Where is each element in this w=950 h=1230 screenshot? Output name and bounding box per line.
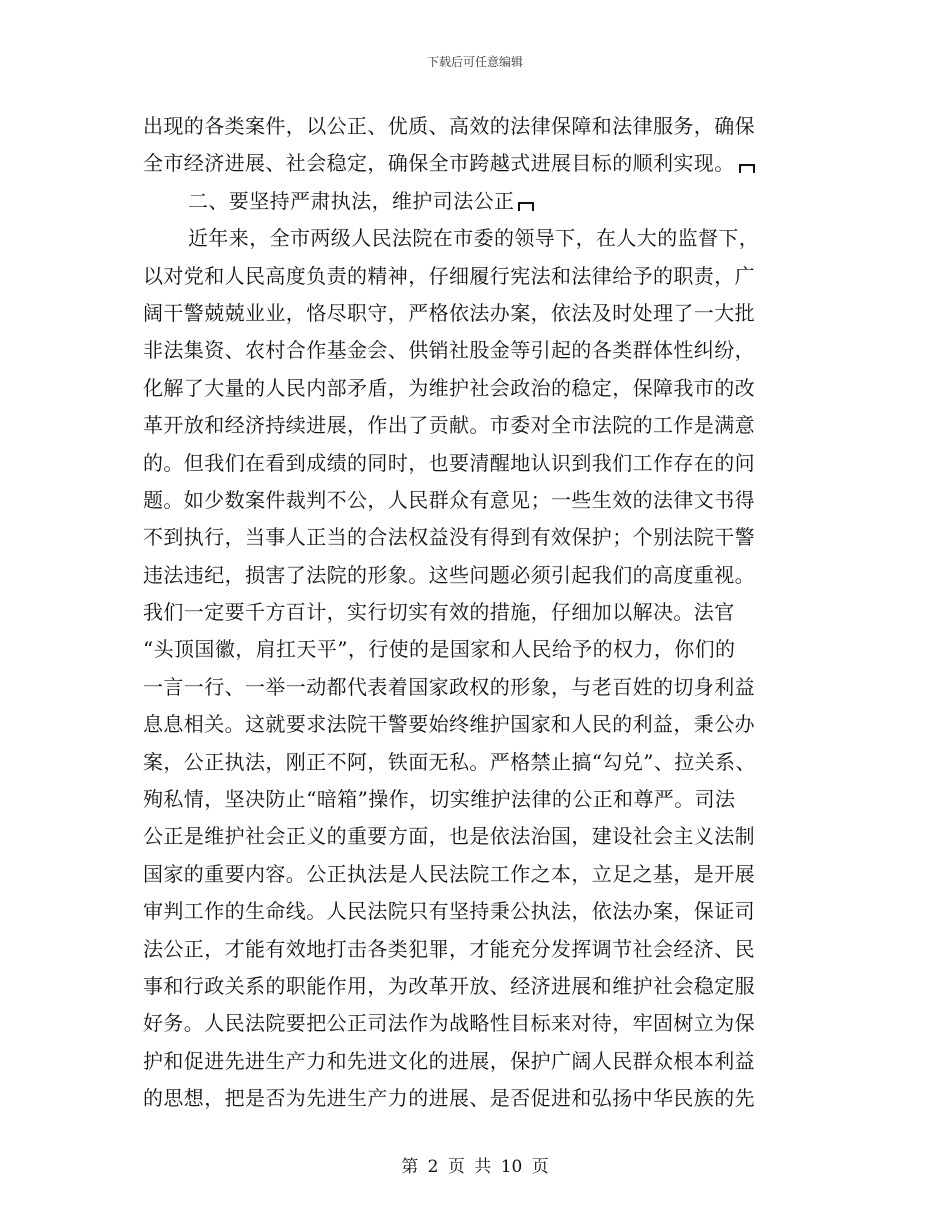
- text-line: 息息相关。这就要求法院干警要始终维护国家和人民的利益，秉公办: [143, 712, 755, 737]
- document-body: [143, 108, 807, 1118]
- text-line: 题。如少数案件裁判不公，人民群众有意见；一些生效的法律文书得: [143, 487, 755, 512]
- text-line: 阔干警兢兢业业，恪尽职守，严格依法办案，依法及时处理了一大批: [143, 300, 755, 325]
- section-heading-text: 二、要坚持严肃执法，维护司法公正: [188, 188, 515, 213]
- text-line: 我们一定要千方百计，实行切实有效的措施，仔细加以解决。法官: [143, 600, 735, 625]
- text-line: 国家的重要内容。公正执法是人民法院工作之本，立足之基，是开展: [143, 861, 755, 886]
- paragraph-mark-icon: [739, 164, 755, 173]
- text-line: 以对党和人民高度负责的精神，仔细履行宪法和法律给予的职责，广: [143, 263, 755, 288]
- text-line: 案，公正执法，刚正不阿，铁面无私。严格禁止搞“勾兑”、拉关系、: [143, 749, 756, 774]
- section-heading: [143, 183, 807, 220]
- paragraph-mark-icon: [518, 202, 534, 211]
- text-line: 非法集资、农村合作基金会、供销社股金等引起的各类群体性纠纷，: [143, 338, 755, 363]
- text-line: 一言一行、一举一动都代表着国家政权的形象，与老百姓的切身利益: [143, 674, 755, 699]
- text-line: “头顶国徽，肩扛天平”，行使的是国家和人民给予的权力，你们的: [143, 637, 736, 662]
- text-line: [143, 145, 807, 182]
- text-line: 审判工作的生命线。人民法院只有坚持秉公执法，依法办案，保证司: [143, 899, 755, 924]
- text-line: 护和促进先进生产力和先进文化的进展，保护广阔人民群众根本利益: [143, 1048, 755, 1073]
- text-line: 近年来，全市两级人民法院在市委的领导下，在人大的监督下，: [188, 226, 760, 251]
- page-header: 下载后可任意编辑: [426, 55, 523, 69]
- text-line: 革开放和经济持续进展，作出了贡献。市委对全市法院的工作是满意: [143, 413, 755, 438]
- text-line: 的。但我们在看到成绩的同时，也要清醒地认识到我们工作存在的问: [143, 450, 755, 475]
- text-line: 出现的各类案件，以公正、优质、高效的法律保障和法律服务，确保: [143, 114, 755, 138]
- text-line: 事和行政关系的职能作用，为改革开放、经济进展和维护社会稳定服: [143, 973, 755, 998]
- text-line: 法公正，才能有效地打击各类犯罪，才能充分发挥调节社会经济、民: [143, 936, 755, 961]
- text-line: 殉私情，坚决防止“暗箱”操作，切实维护法律的公正和尊严。司法: [143, 787, 736, 812]
- text-line-content: 全市经济进展、社会稳定，确保全市跨越式进展目标的顺利实现。: [143, 151, 735, 176]
- page-footer: 第 2 页 共 10 页: [401, 1157, 549, 1177]
- text-line: 的思想，把是否为先进生产力的进展、是否促进和弘扬中华民族的先: [143, 1086, 755, 1111]
- text-line: 不到执行，当事人正当的合法权益没有得到有效保护；个别法院干警: [143, 525, 755, 550]
- text-line: 公正是维护社会正义的重要方面，也是依法治国，建设社会主义法制: [143, 824, 755, 849]
- text-line: 好务。人民法院要把公正司法作为战略性目标来对待，牢固树立为保: [143, 1011, 755, 1036]
- text-line: 违法违纪，损害了法院的形象。这些问题必须引起我们的高度重视。: [143, 562, 755, 587]
- text-line: 化解了大量的人民内部矛盾，为维护社会政治的稳定，保障我市的改: [143, 375, 755, 400]
